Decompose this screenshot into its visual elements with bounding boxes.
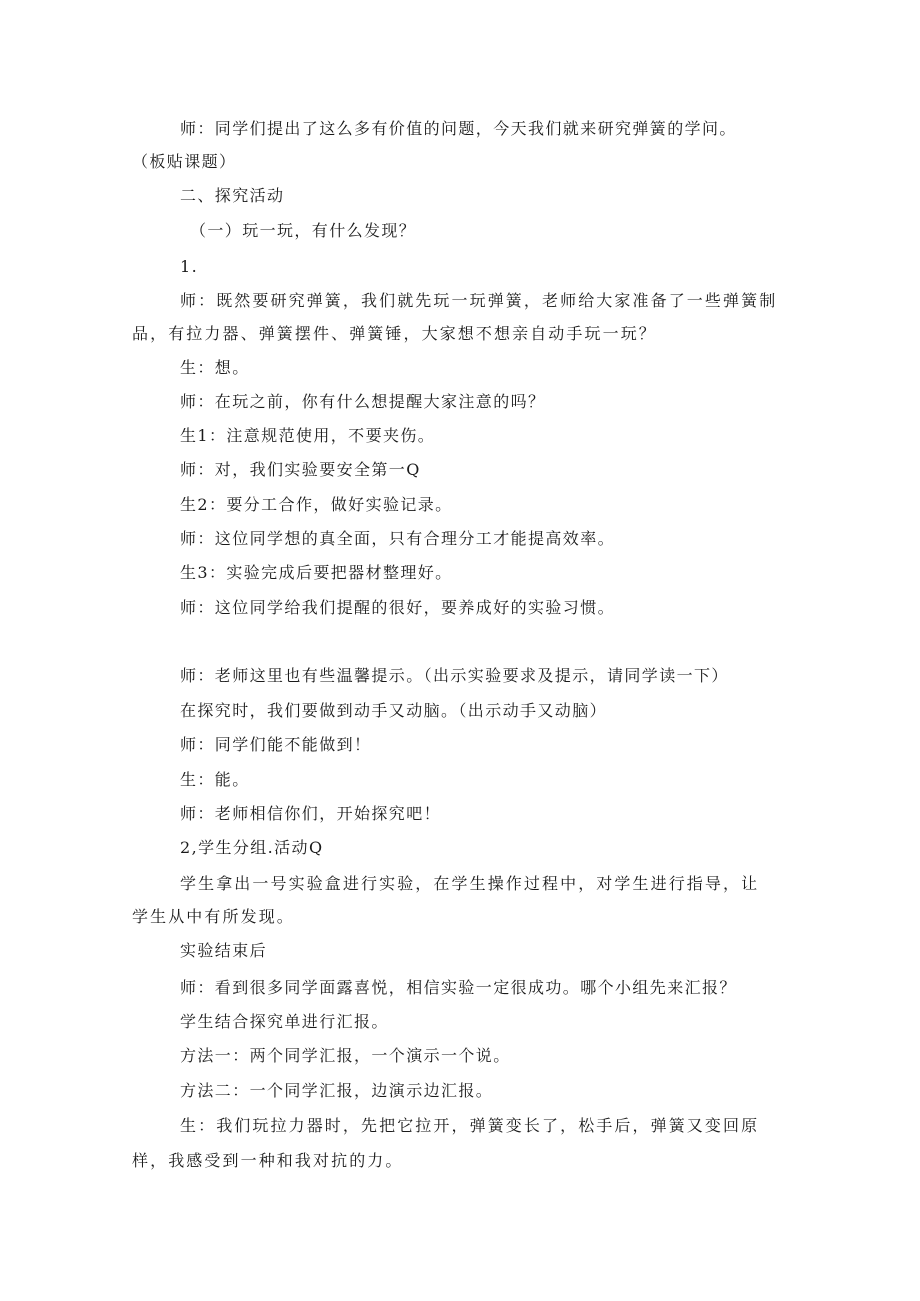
paragraph-line: 实验结束后 <box>180 941 268 960</box>
paragraph-line: 生2：要分工合作，做好实验记录。 <box>180 495 453 514</box>
paragraph-line: 学生结合探究单进行汇报。 <box>180 1012 389 1031</box>
paragraph-line: 方法二：一个同学汇报，边演示边汇报。 <box>180 1081 494 1100</box>
paragraph-line: 学生从中有所发现。 <box>132 907 295 926</box>
paragraph-line: （板贴课题） <box>132 152 237 171</box>
paragraph-line: 师：在玩之前，你有什么想提醒大家注意的吗？ <box>180 392 546 411</box>
paragraph-line: 生：我们玩拉力器时，先把它拉开，弹簧变长了，松手后，弹簧又变回原 <box>180 1116 760 1135</box>
section-heading: 二、探究活动 <box>180 186 285 205</box>
paragraph-line: 师：同学们能不能做到！ <box>180 735 372 754</box>
subsection-heading: （一）玩一玩，有什么发现？ <box>190 221 417 240</box>
paragraph-line: 品，有拉力器、弹簧摆件、弹簧锤，大家想不想亲自动手玩一玩？ <box>132 324 657 343</box>
paragraph-line: 样，我感受到一种和我对抗的力。 <box>132 1151 404 1170</box>
paragraph-line: 生3：实验完成后要把器材整理好。 <box>180 563 453 582</box>
paragraph-line: 师：老师相信你们，开始探究吧！ <box>180 804 442 823</box>
paragraph-line: 师：同学们提出了这么多有价值的问题，今天我们就来研究弹簧的学问。 <box>180 119 737 138</box>
paragraph-line: 方法一：两个同学汇报，一个演示一个说。 <box>180 1046 511 1065</box>
paragraph-line: 生1：注意规范使用，不要夹伤。 <box>180 426 436 445</box>
paragraph-line: 师：看到很多同学面露喜悦，相信实验一定很成功。哪个小组先来汇报？ <box>180 978 737 997</box>
paragraph-line: 生：能。 <box>180 770 250 789</box>
paragraph-line: 师：对，我们实验要安全第一Q <box>180 460 421 479</box>
paragraph-line: 生：想。 <box>180 358 250 377</box>
paragraph-line: 师：老师这里也有些温馨提示。（出示实验要求及提示，请同学读一下） <box>180 666 729 685</box>
paragraph-line: 师：这位同学想的真全面，只有合理分工才能提高效率。 <box>180 529 616 548</box>
list-number: 1. <box>180 257 199 276</box>
paragraph-line: 学生拿出一号实验盒进行实验，在学生操作过程中，对学生进行指导，让 <box>180 874 760 893</box>
paragraph-line: 师：既然要研究弹簧，我们就先玩一玩弹簧，老师给大家准备了一些弹簧制 <box>180 291 778 310</box>
paragraph-line: 师：这位同学给我们提醒的很好，要养成好的实验习惯。 <box>180 598 616 617</box>
paragraph-line: 在探究时，我们要做到动手又动脑。（出示动手又动脑） <box>180 701 608 720</box>
list-number: 2,学生分组.活动Q <box>180 838 324 857</box>
